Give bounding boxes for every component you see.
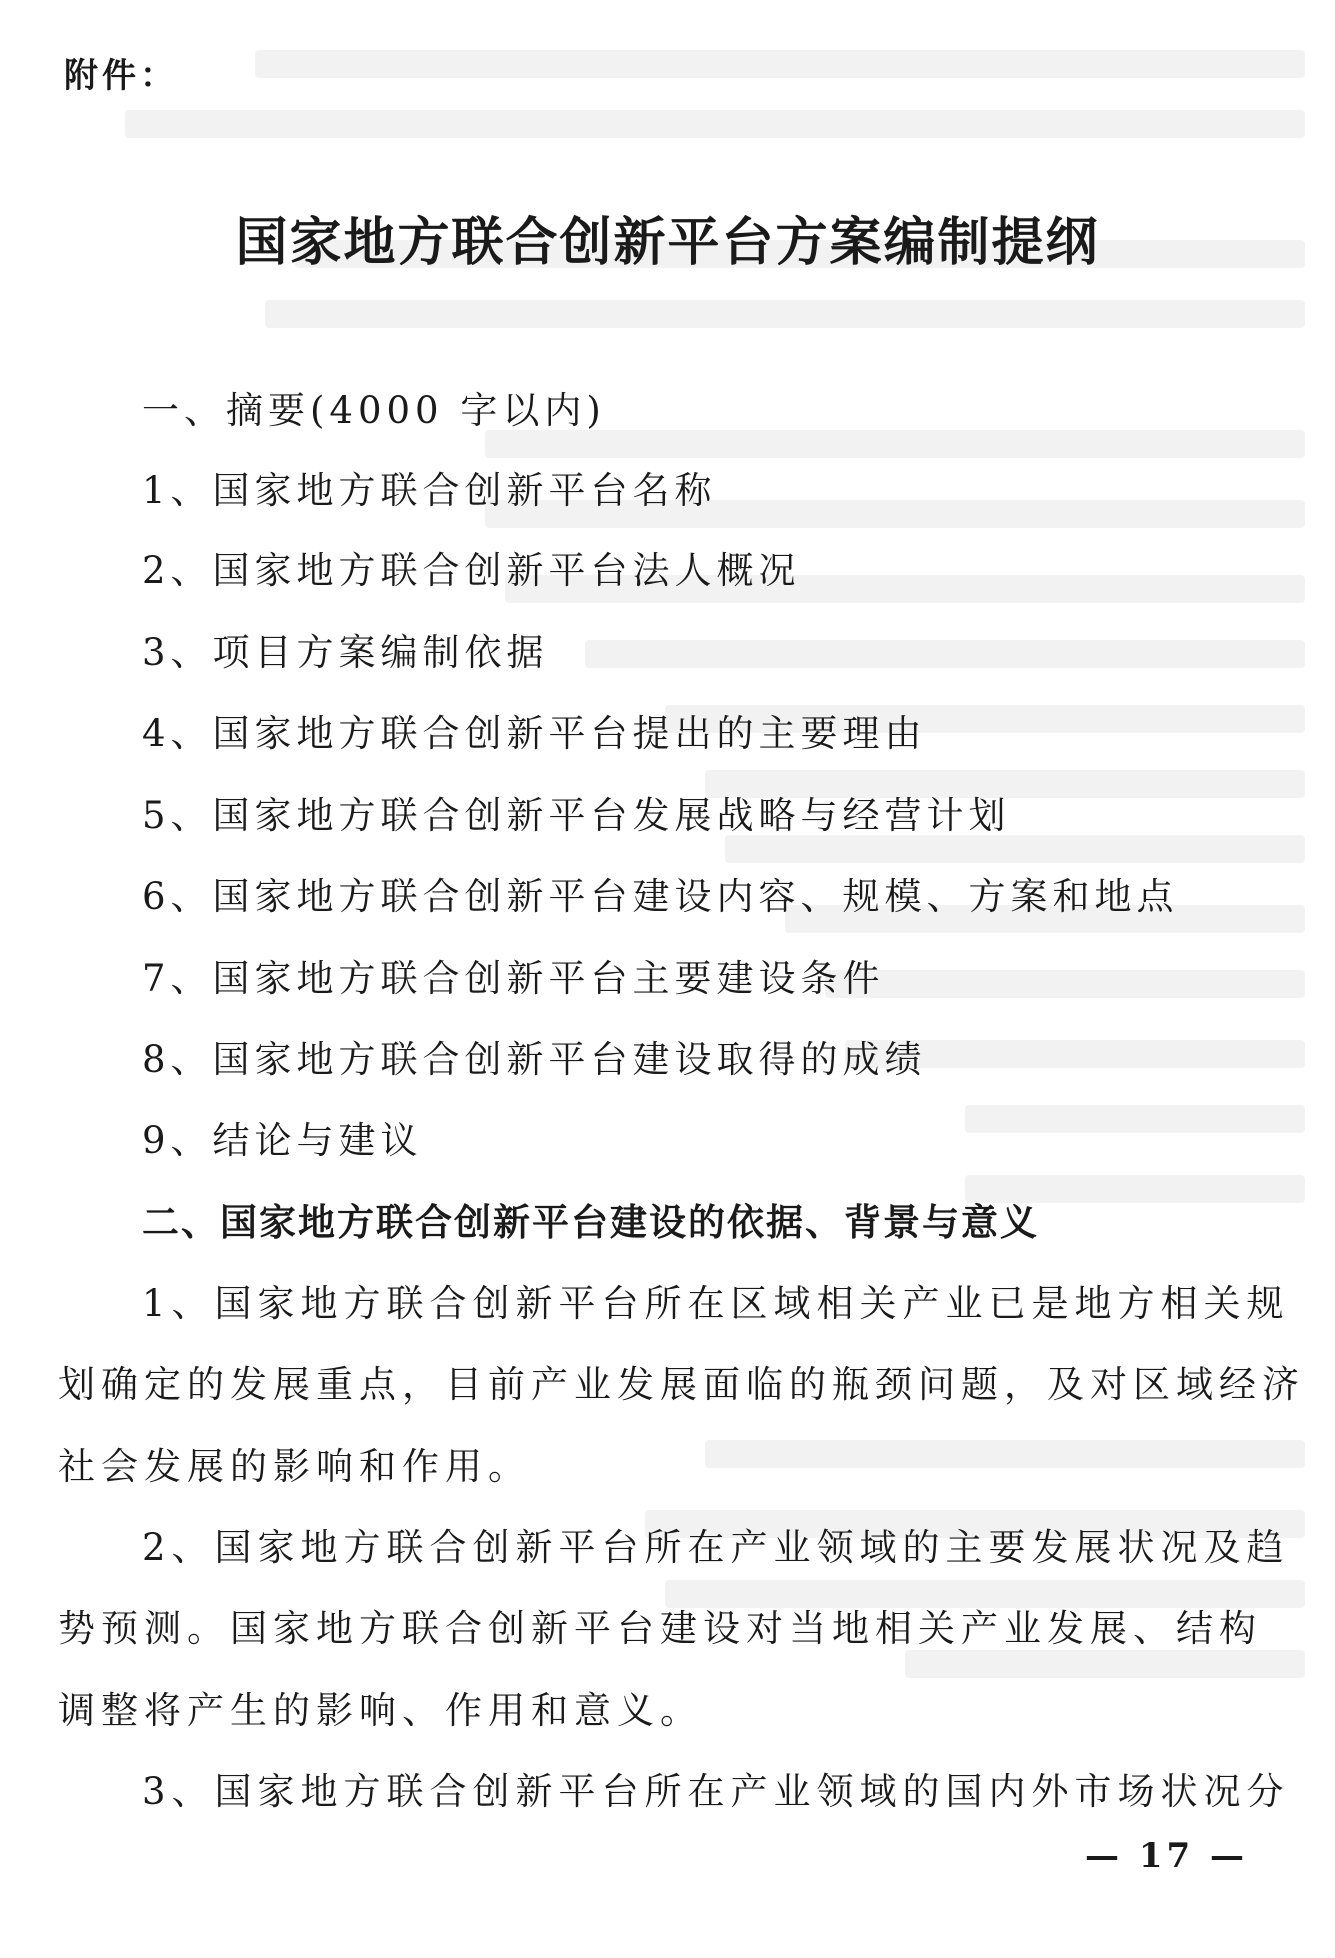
list-item: 7、国家地方联合创新平台主要建设条件 bbox=[142, 957, 885, 1000]
paragraph-line: 2、国家地方联合创新平台所在产业领域的主要发展状况及趋 bbox=[142, 1526, 1290, 1569]
attachment-label: 附件： bbox=[64, 56, 178, 96]
section1-heading: 一、摘要(4000 字以内) bbox=[142, 389, 606, 432]
section2-heading: 二、国家地方联合创新平台建设的依据、背景与意义 bbox=[142, 1200, 1039, 1244]
list-item: 3、项目方案编制依据 bbox=[142, 631, 549, 674]
paragraph-line: 划确定的发展重点，目前产业发展面临的瓶颈问题，及对区域经济 bbox=[58, 1363, 1305, 1406]
paragraph-line: 势预测。国家地方联合创新平台建设对当地相关产业发展、结构 bbox=[58, 1607, 1262, 1650]
list-item: 1、国家地方联合创新平台名称 bbox=[142, 469, 717, 512]
document-title: 国家地方联合创新平台方案编制提纲 bbox=[235, 212, 1100, 273]
paragraph-line: 调整将产生的影响、作用和意义。 bbox=[58, 1689, 703, 1732]
list-item: 9、结论与建议 bbox=[142, 1119, 423, 1162]
list-item: 6、国家地方联合创新平台建设内容、规模、方案和地点 bbox=[142, 875, 1179, 918]
paragraph-line: 社会发展的影响和作用。 bbox=[58, 1445, 531, 1488]
list-item: 5、国家地方联合创新平台发展战略与经营计划 bbox=[142, 794, 1011, 837]
list-item: 2、国家地方联合创新平台法人概况 bbox=[142, 549, 801, 592]
paragraph-line: 1、国家地方联合创新平台所在区域相关产业已是地方相关规 bbox=[142, 1282, 1290, 1325]
paragraph-line: 3、国家地方联合创新平台所在产业领域的国内外市场状况分 bbox=[142, 1770, 1290, 1813]
list-item: 4、国家地方联合创新平台提出的主要理由 bbox=[142, 712, 927, 755]
page-number: — 17 — bbox=[1085, 1836, 1248, 1876]
list-item: 8、国家地方联合创新平台建设取得的成绩 bbox=[142, 1038, 927, 1081]
